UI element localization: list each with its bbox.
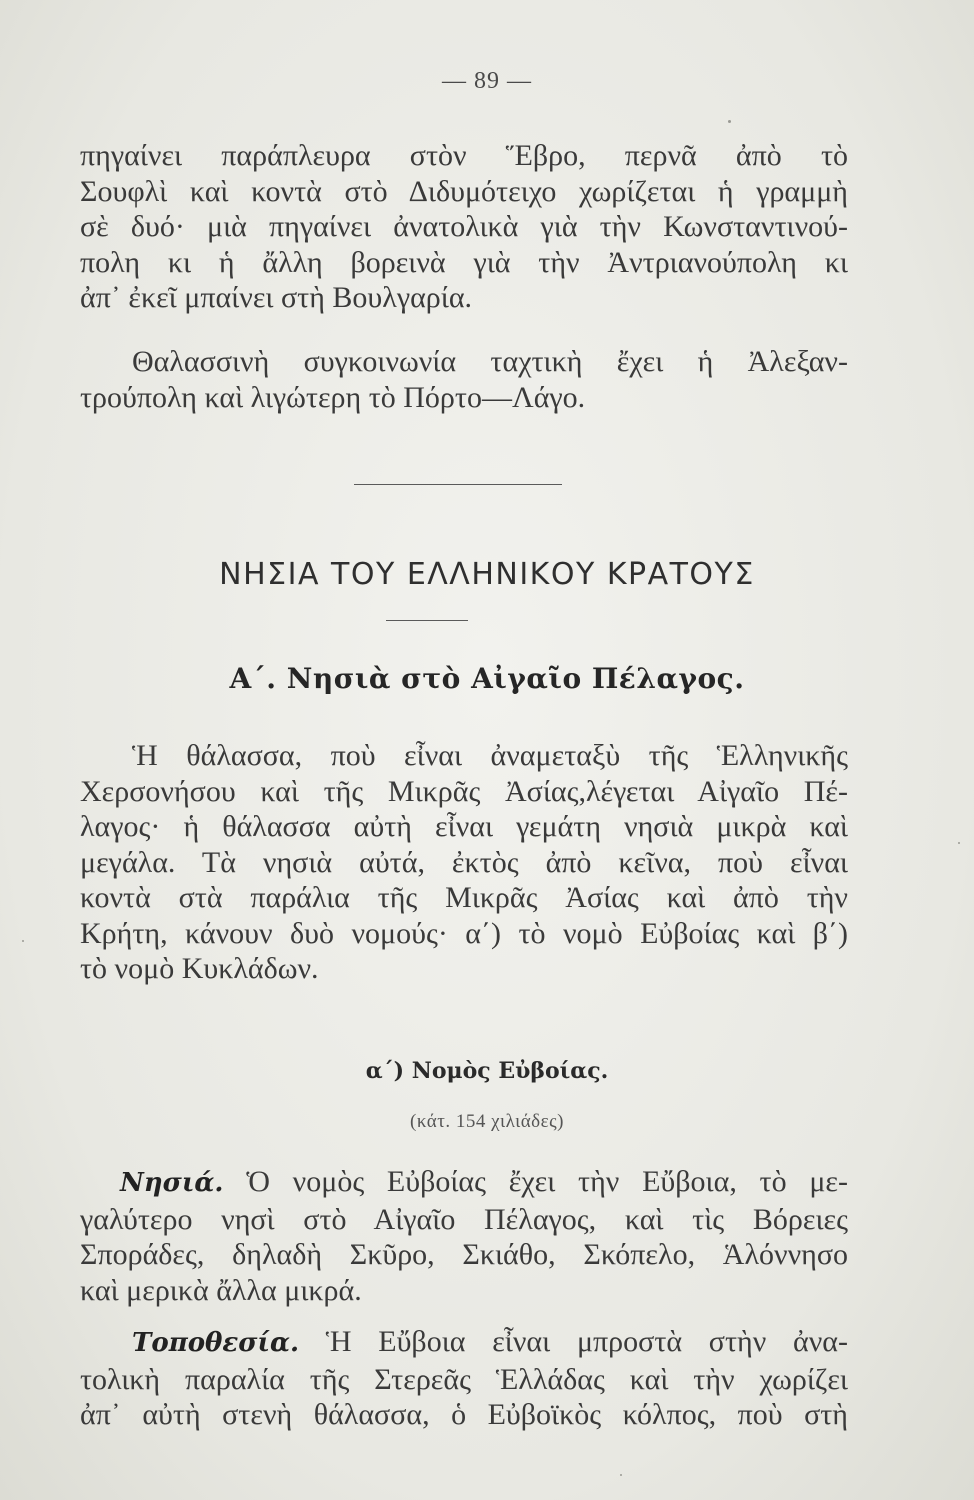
text-line: Ἡ θάλασσα, ποὺ εἶναι ἀναμεταξὺ τῆς Ἑλληνικῆς (132, 739, 848, 772)
text-line: ἀπ᾽ αὐτὴ στενὴ θάλασσα, ὁ Εὐβοϊκὸς κόλπος, ποὺ στὴ (80, 1398, 848, 1431)
text-line: Χερσονήσου καὶ τῆς Μικρᾶς Ἀσίας,λέγεται Αἰγαῖο Πέ- (80, 774, 848, 808)
islands-label: Νησιά. (120, 1168, 224, 1198)
aegean-paragraph (80, 738, 848, 987)
text-line: τολικὴ παραλία τῆς Στερεᾶς Ἑλλάδας καὶ τὴν χωρίζει (80, 1362, 848, 1396)
text-line: Θαλασσινὴ συγκοινωνία ταχτικὴ ἔχει ἡ Ἀλεξαν- (132, 345, 848, 378)
islands-paragraph (80, 1164, 848, 1308)
section-title: ΝΗΣΙΑ ΤΟΥ ΕΛΛΗΝΙΚΟΥ ΚΡΑΤΟΥΣ (219, 557, 755, 592)
text-line: ἀπ᾽ ἐκεῖ μπαίνει στὴ Βουλγαρία. (80, 281, 473, 314)
section-divider-bottom (386, 620, 468, 621)
text-line: λαγος· ἡ θάλασσα αὐτὴ εἶναι γεμάτη νησιὰ μικρὰ καὶ (80, 810, 848, 843)
text-line (80, 1324, 848, 1362)
text-line: πολη κι ἡ ἄλλη βορεινὰ γιὰ τὴν Ἀντριανούπολη κι (80, 245, 848, 279)
section-divider-top (354, 484, 562, 485)
text-line: Σουφλὶ καὶ κοντὰ στὸ Διδυμότειχο χωρίζεται ἡ γραμμὴ (80, 174, 848, 208)
text-line: τὸ νομὸ Κυκλάδων. (80, 952, 319, 985)
location-line-text: Ἡ Εὔβοια εἶναι μπροστὰ στὴν ἀνα- (325, 1325, 848, 1358)
nomos-area: (κάτ. 154 χιλιάδες) (410, 1111, 564, 1132)
nomos-heading: α΄) Νομὸς Εὐβοίας. (365, 1058, 609, 1084)
text-line: πηγαίνει παράπλευρα στὸν Ἕβρο, περνᾶ ἀπὸ τὸ (80, 139, 848, 172)
islands-line-text: Ὁ νομὸς Εὐβοίας ἔχει τὴν Εὔβοια, τὸ με- (246, 1165, 848, 1198)
text-line: σὲ δυό· μιὰ πηγαίνει ἀνατολικὰ γιὰ τὴν Κωνσταντινού- (80, 210, 848, 243)
text-line: τρούπολη καὶ λιγώτερη τὸ Πόρτο—Λάγο. (80, 380, 586, 414)
text-line (80, 1164, 848, 1202)
sea-transport-paragraph (80, 344, 848, 415)
text-line: κοντὰ στὰ παράλια τῆς Μικρᾶς Ἀσίας καὶ ἀπὸ τὴν (80, 881, 848, 914)
text-line: μεγάλα. Τὰ νησιὰ αὐτά, ἐκτὸς ἀπὸ κεῖνα, ποὺ εἶναι (80, 845, 848, 879)
subsection-heading: Α΄. Νησιὰ στὸ Αἰγαῖο Πέλαγος. (229, 662, 745, 695)
page-number: — 89 — (442, 68, 532, 94)
paper-speck (728, 120, 731, 123)
text-line: Κρήτη, κάνουν δυὸ νομούς· α΄) τὸ νομὸ Εὐβοίας καὶ β΄) (80, 916, 848, 950)
location-label: Τοποθεσία. (132, 1328, 300, 1358)
text-line: γαλύτερο νησὶ στὸ Αἰγαῖο Πέλαγος, καὶ τὶς Βόρειες (80, 1202, 848, 1236)
intro-paragraph (80, 138, 848, 316)
paper-speck (620, 1474, 622, 1476)
paper-speck (22, 940, 24, 942)
text-line: καὶ μερικὰ ἄλλα μικρά. (80, 1273, 362, 1307)
text-line: Σποράδες, δηλαδὴ Σκῦρο, Σκιάθο, Σκόπελο, Ἁλόννησο (80, 1238, 848, 1271)
paper-speck (958, 842, 960, 844)
location-paragraph (80, 1324, 848, 1433)
